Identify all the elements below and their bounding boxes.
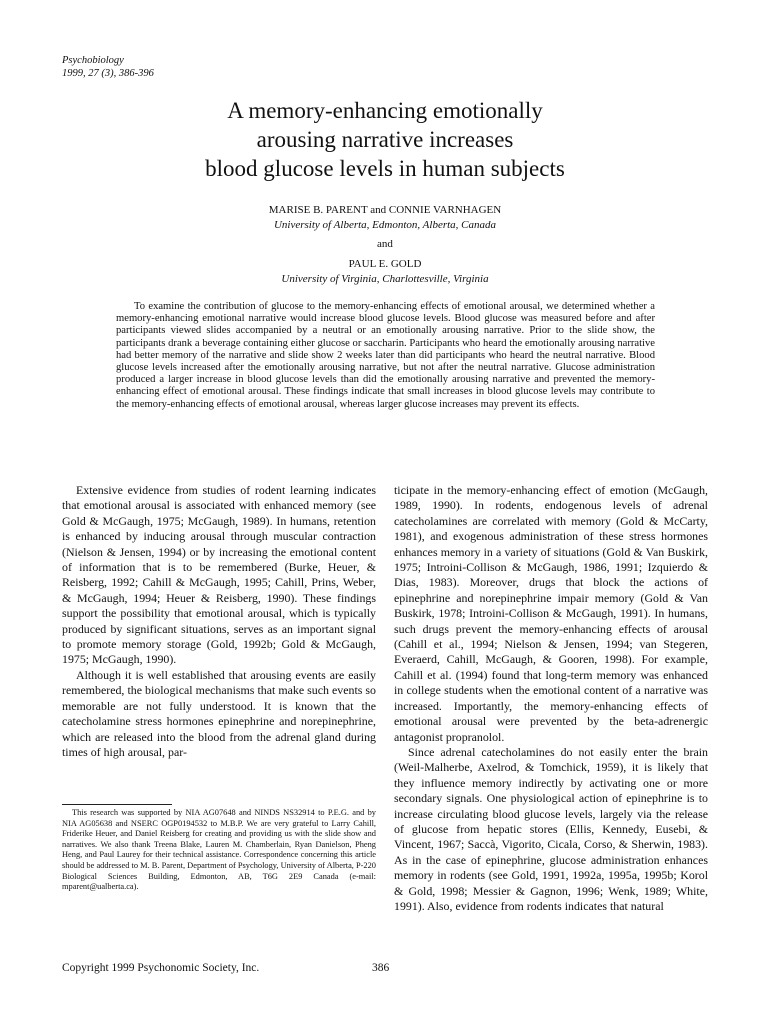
author-affiliation-2: University of Virginia, Charlottesville, Virginia [281, 273, 489, 285]
journal-header [62, 54, 154, 80]
title-line: blood glucose levels in human subjects [205, 156, 565, 181]
author-conjunction: and [377, 238, 393, 250]
page-number: 386 [372, 962, 390, 974]
body-column-left [62, 483, 376, 760]
body-column-right [394, 483, 708, 914]
title-line: A memory-enhancing emotionally [227, 98, 543, 123]
author-affiliation-1: University of Alberta, Edmonton, Alberta, Canada [273, 219, 497, 231]
journal-name: Psychobiology [62, 55, 124, 66]
footnote: This research was supported by NIA AG07648 and NINDS NS32914 to P.E.G. and by NIA AG05638 and NSERC OGP0194532 to M.B.P. We are very grateful to Larry Cahill, Friderike Heuer, and Daniel Reisberg for creating and providing us with the slide show and narratives. We also thank Treena Blake, Lauren M. Chamberlain, Ryan Danielson, Pheng Heng, and Paul Laurey for their technical assistance. Correspondence concerning this article should be addressed to M. B. Parent, Department of Psychology, University of Alberta, P-220 Biological Sciences Building, Edmonton, AB, T6G 2E9 Canada (e-mail: mparent@ualberta.ca). [62, 808, 376, 892]
copyright-notice: Copyright 1999 Psychonomic Society, Inc. [62, 962, 260, 974]
journal-citation: 1999, 27 (3), 386-396 [62, 68, 154, 79]
body-paragraph: ticipate in the memory-enhancing effect of emotion (McGaugh, 1989, 1990). In rodents, endogenous levels of adrenal catecholamines are correlated with memory (Gold & McCarty, 1981), and exogenous administration of these stress hormones enhances memory in a variety of situations (Gold & Van Buskirk, 1975; Introini-Collison & McGaugh, 1986, 1991; Izquierdo & Dias, 1983). Moreover, drugs that block the actions of epinephrine and norepinephrine impair memory (Gold & Van Buskirk, 1978; Introini-Collison & McGaugh, 1991). In humans, such drugs prevent the memory-enhancing effects of arousal (Cahill et al., 1994; Nielson & Jensen, 1994; van Stegeren, Everaerd, Cahill, McGaugh, & Gooren, 1998). For example, Cahill et al. (1994) found that long-term memory was enhanced in college students when the emotional content of a narrative was increased. Importantly, the memory-enhancing effects of emotional arousal were prevented by the beta-adrenergic antagonist propranolol. [394, 483, 708, 744]
footnote-divider [62, 804, 172, 805]
body-paragraph: Since adrenal catecholamines do not easily enter the brain (Weil-Malherbe, Axelrod, & Tomchick, 1959), it is likely that they influence memory indirectly by activating one or more secondary signals. One physiological action of epinephrine is to increase circulating blood glucose levels, largely via the release of glucose from hepatic stores (Ellis, Kennedy, Eusebi, & Vincent, 1967; Saccà, Vigorito, Cicala, Corso, & Sherwin, 1983). As in the case of epinephrine, glucose administration enhances memory in rodents (see Gold, 1991, 1992a, 1995a, 1995b; Korol & Gold, 1998; Messier & Gagnon, 1996; Wenk, 1989; White, 1991). Also, evidence from rodents indicates that natural [394, 744, 708, 913]
body-paragraph: Extensive evidence from studies of rodent learning indicates that emotional arousal is associated with enhanced memory (see Gold & McGaugh, 1975; McGaugh, 1989). In humans, retention is enhanced by inducing arousal through muscular contraction (Nielson & Jensen, 1994) or by increasing the emotional content of information that is to be remembered (Burke, Heuer, & Reisberg, 1992; Cahill & McGaugh, 1995; Cahill, Prins, Weber, & McGaugh, 1994; Heuer & Reisberg, 1990). These findings support the possibility that emotional arousal, which is typically produced by significant situations, serves as an important signal to promote memory storage (Gold, 1992b; Gold & McGaugh, 1975; McGaugh, 1990). [62, 483, 376, 667]
article-title [100, 96, 670, 183]
body-paragraph: Although it is well established that arousing events are easily remembered, the biological mechanisms that make such events so memorable are not fully understood. It is known that the catecholamine stress hormones epinephrine and norepinephrine, which are released into the blood from the adrenal gland during times of high arousal, par- [62, 667, 376, 759]
abstract: To examine the contribution of glucose to the memory-enhancing effects of emotional arousal, we determined whether a memory-enhancing emotional narrative would increase blood glucose levels. Blood glucose was measured before and after participants viewed slides accompanied by a neutral or an emotionally arousing narrative. Prior to the slide show, the participants drank a beverage containing either glucose or saccharin. Participants who heard the emotionally arousing narrative had better memory of the narrative and slide show 2 weeks later than did participants who heard the neutral narrative. Blood glucose levels increased after the emotionally arousing narrative, but not after the neutral narrative. Glucose administration produced a larger increase in blood glucose levels than did the emotionally arousing narrative and prevented the memory-enhancing effect of emotional arousal. These findings indicate that small increases in blood glucose levels may contribute to the memory-enhancing effects of emotional arousal, whereas larger glucose increases may prevent its effects. [116, 301, 655, 410]
author-names-1: MARISE B. PARENT and CONNIE VARNHAGEN [268, 204, 502, 216]
title-line: arousing narrative increases [256, 127, 514, 152]
author-names-2: PAUL E. GOLD [348, 258, 422, 270]
